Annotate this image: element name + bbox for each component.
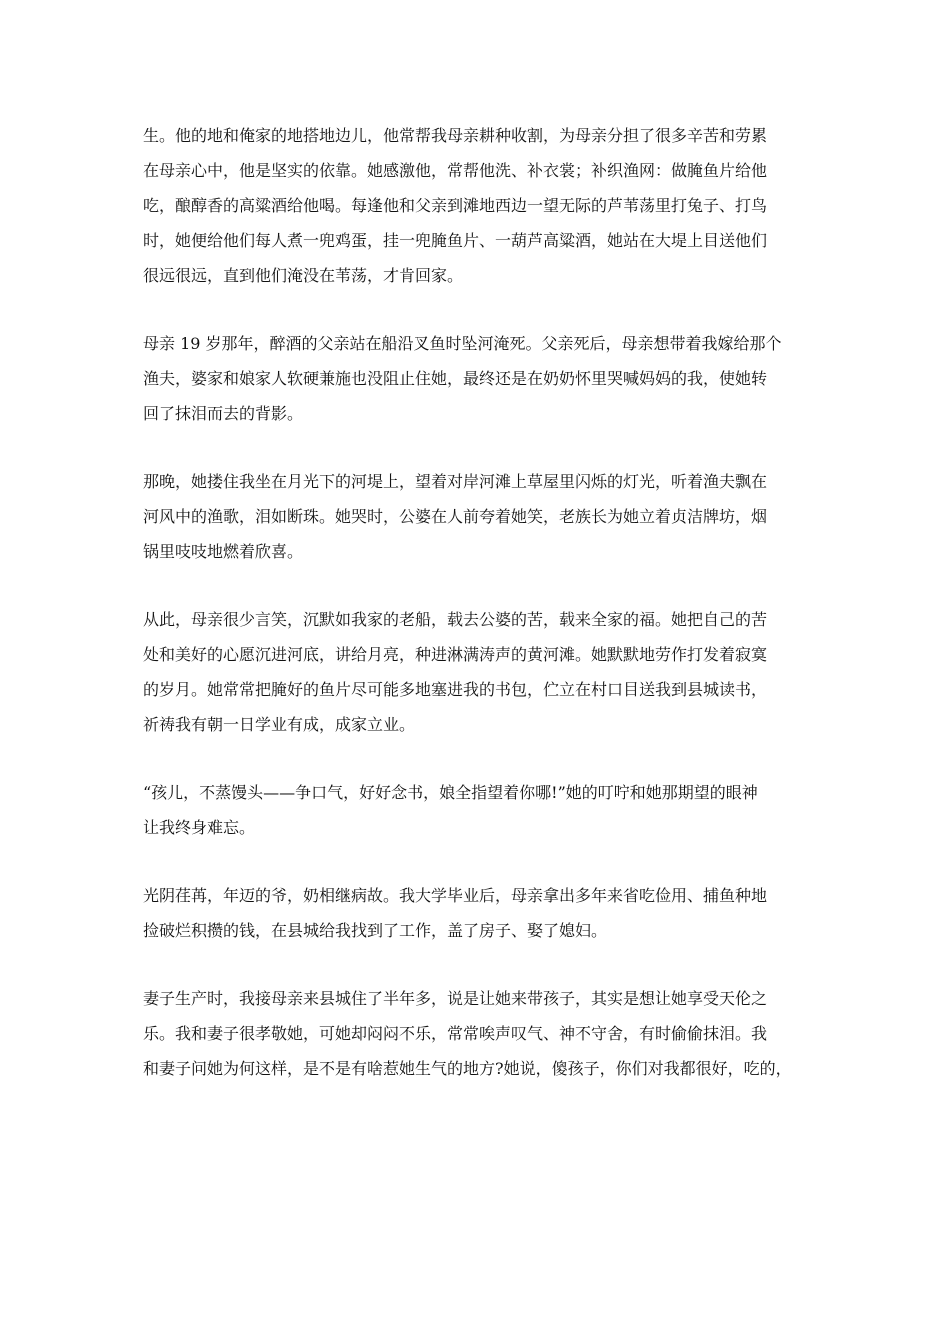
paragraph-7 bbox=[143, 981, 823, 1086]
text-line: 很远很远，直到他们淹没在苇荡，才肯回家。 bbox=[143, 266, 464, 285]
text-line: 吃，酿醇香的高粱酒给他喝。每逢他和父亲到滩地西边一望无际的芦苇荡里打兔子、打鸟 bbox=[143, 196, 768, 215]
paragraph-2 bbox=[143, 326, 823, 431]
text-line: 回了抹泪而去的背影。 bbox=[143, 404, 304, 423]
paragraph-5 bbox=[143, 775, 823, 845]
text-line: 河风中的渔歌，泪如断珠。她哭时，公婆在人前夸着她笑，老族长为她立着贞洁牌坊，烟 bbox=[143, 507, 768, 526]
text-line: 那晚，她搂住我坐在月光下的河堤上，望着对岸河滩上草屋里闪烁的灯光，听着渔夫飘在 bbox=[143, 472, 768, 491]
paragraph-1 bbox=[143, 118, 823, 293]
text-line: 渔夫，婆家和娘家人软硬兼施也没阻止住她，最终还是在奶奶怀里哭喊妈妈的我，使她转 bbox=[143, 369, 768, 388]
text-line: 光阴荏苒，年迈的爷，奶相继病故。我大学毕业后，母亲拿出多年来省吃俭用、捕鱼种地 bbox=[143, 886, 768, 905]
text-line: 从此，母亲很少言笑，沉默如我家的老船，载去公婆的苦，载来全家的福。她把自己的苦 bbox=[143, 610, 768, 629]
text-line: “孩儿，不蒸馒头——争口气，好好念书，娘全指望着你哪!”她的叮咛和她那期望的眼神 bbox=[143, 783, 758, 802]
text-line: 在母亲心中，他是坚实的依靠。她感激他，常帮他洗、补衣裳；补织渔网：做腌鱼片给他 bbox=[143, 161, 768, 180]
text-line: 锅里吱吱地燃着欣喜。 bbox=[143, 542, 304, 561]
text-line: 生。他的地和俺家的地搭地边儿，他常帮我母亲耕种收割，为母亲分担了很多辛苦和劳累 bbox=[143, 126, 768, 145]
paragraph-4 bbox=[143, 602, 823, 742]
paragraph-3 bbox=[143, 464, 823, 569]
text-line: 处和美好的心愿沉进河底，讲给月亮，种进淋满涛声的黄河滩。她默默地劳作打发着寂寞 bbox=[143, 645, 768, 664]
text-line: 让我终身难忘。 bbox=[143, 818, 256, 837]
text-line: 捡破烂积攒的钱，在县城给我找到了工作，盖了房子、娶了媳妇。 bbox=[143, 921, 608, 940]
text-line: 乐。我和妻子很孝敬她，可她却闷闷不乐，常常唉声叹气、神不守舍，有时偷偷抹泪。我 bbox=[143, 1024, 768, 1043]
document-page bbox=[143, 118, 823, 1119]
text-line: 和妻子问她为何这样，是不是有啥惹她生气的地方?她说，傻孩子，你们对我都很好，吃的， bbox=[143, 1059, 792, 1078]
text-line: 时，她便给他们每人煮一兜鸡蛋，挂一兜腌鱼片、一葫芦高粱酒，她站在大堤上目送他们 bbox=[143, 231, 768, 250]
paragraph-6 bbox=[143, 878, 823, 948]
text-line: 母亲 19 岁那年，醉酒的父亲站在船沿叉鱼时坠河淹死。父亲死后，母亲想带着我嫁给那个 bbox=[143, 334, 782, 353]
text-line: 祈祷我有朝一日学业有成，成家立业。 bbox=[143, 715, 416, 734]
text-line: 的岁月。她常常把腌好的鱼片尽可能多地塞进我的书包，伫立在村口目送我到县城读书， bbox=[143, 680, 768, 699]
text-line: 妻子生产时，我接母亲来县城住了半年多，说是让她来带孩子，其实是想让她享受天伦之 bbox=[143, 989, 768, 1008]
